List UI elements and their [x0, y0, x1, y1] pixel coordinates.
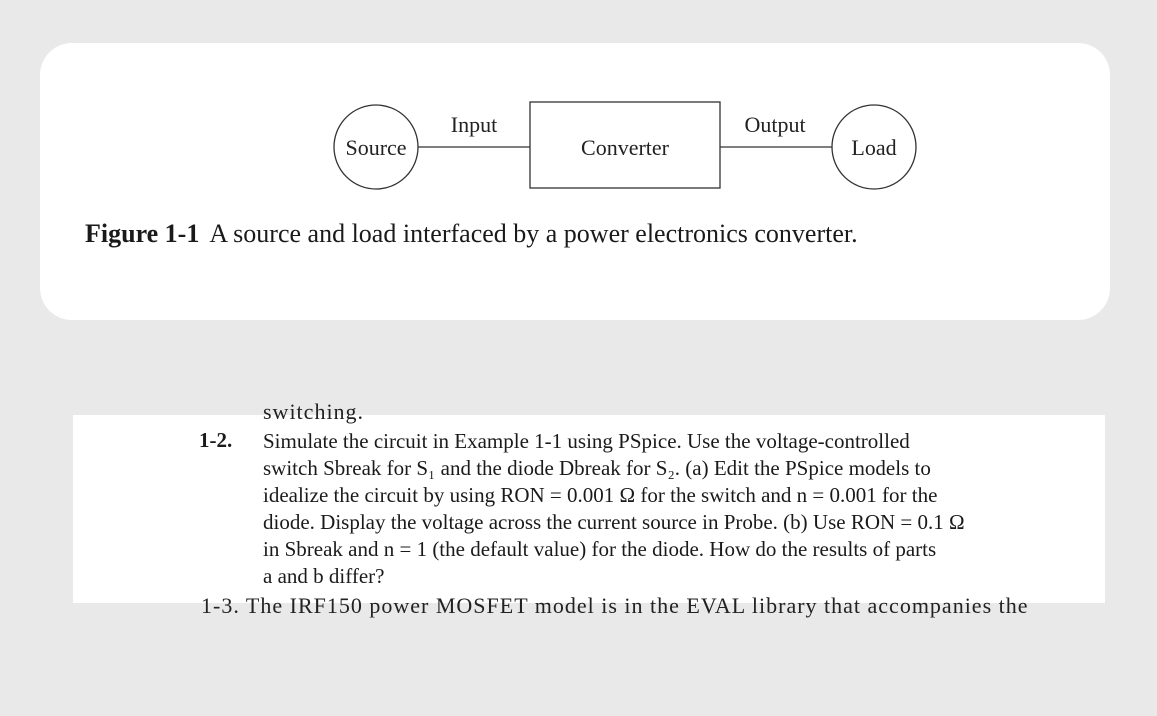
input-label: Input — [450, 112, 498, 137]
converter-label: Converter — [581, 135, 669, 160]
clipped-next-line: 1-3. The IRF150 power MOSFET model is in the EVAL library that accompanies the — [201, 593, 1029, 618]
problem-line: a and b differ? — [263, 564, 385, 588]
problem-line: in Sbreak and n = 1 (the default value) for the diode. How do the results of parts — [263, 537, 937, 561]
figure-caption-text: A source and load interfaced by a power electronics converter. — [209, 219, 858, 248]
clipped-previous-line: switching. — [263, 399, 365, 424]
block-diagram — [40, 43, 1110, 223]
problem-line: switch Sbreak for S₁ and the diode Dbreak for S₂. (a) Edit the PSpice models to — [263, 456, 931, 480]
problem-text — [263, 428, 1043, 590]
figure-number: Figure 1-1 — [85, 219, 200, 248]
output-label: Output — [744, 112, 806, 137]
problem-line: diode. Display the voltage across the current source in Probe. (b) Use RON = 0.1 Ω — [263, 510, 965, 534]
figure-caption — [85, 219, 858, 249]
problem-line: Simulate the circuit in Example 1-1 using PSpice. Use the voltage-controlled — [263, 429, 910, 453]
load-label: Load — [851, 135, 897, 160]
problem-number: 1-2. — [199, 428, 233, 452]
page-excerpt — [73, 399, 1105, 618]
figure-card — [40, 43, 1110, 320]
problem-line: idealize the circuit by using RON = 0.001 Ω for the switch and n = 0.001 for the — [263, 483, 938, 507]
source-label: Source — [345, 135, 407, 160]
